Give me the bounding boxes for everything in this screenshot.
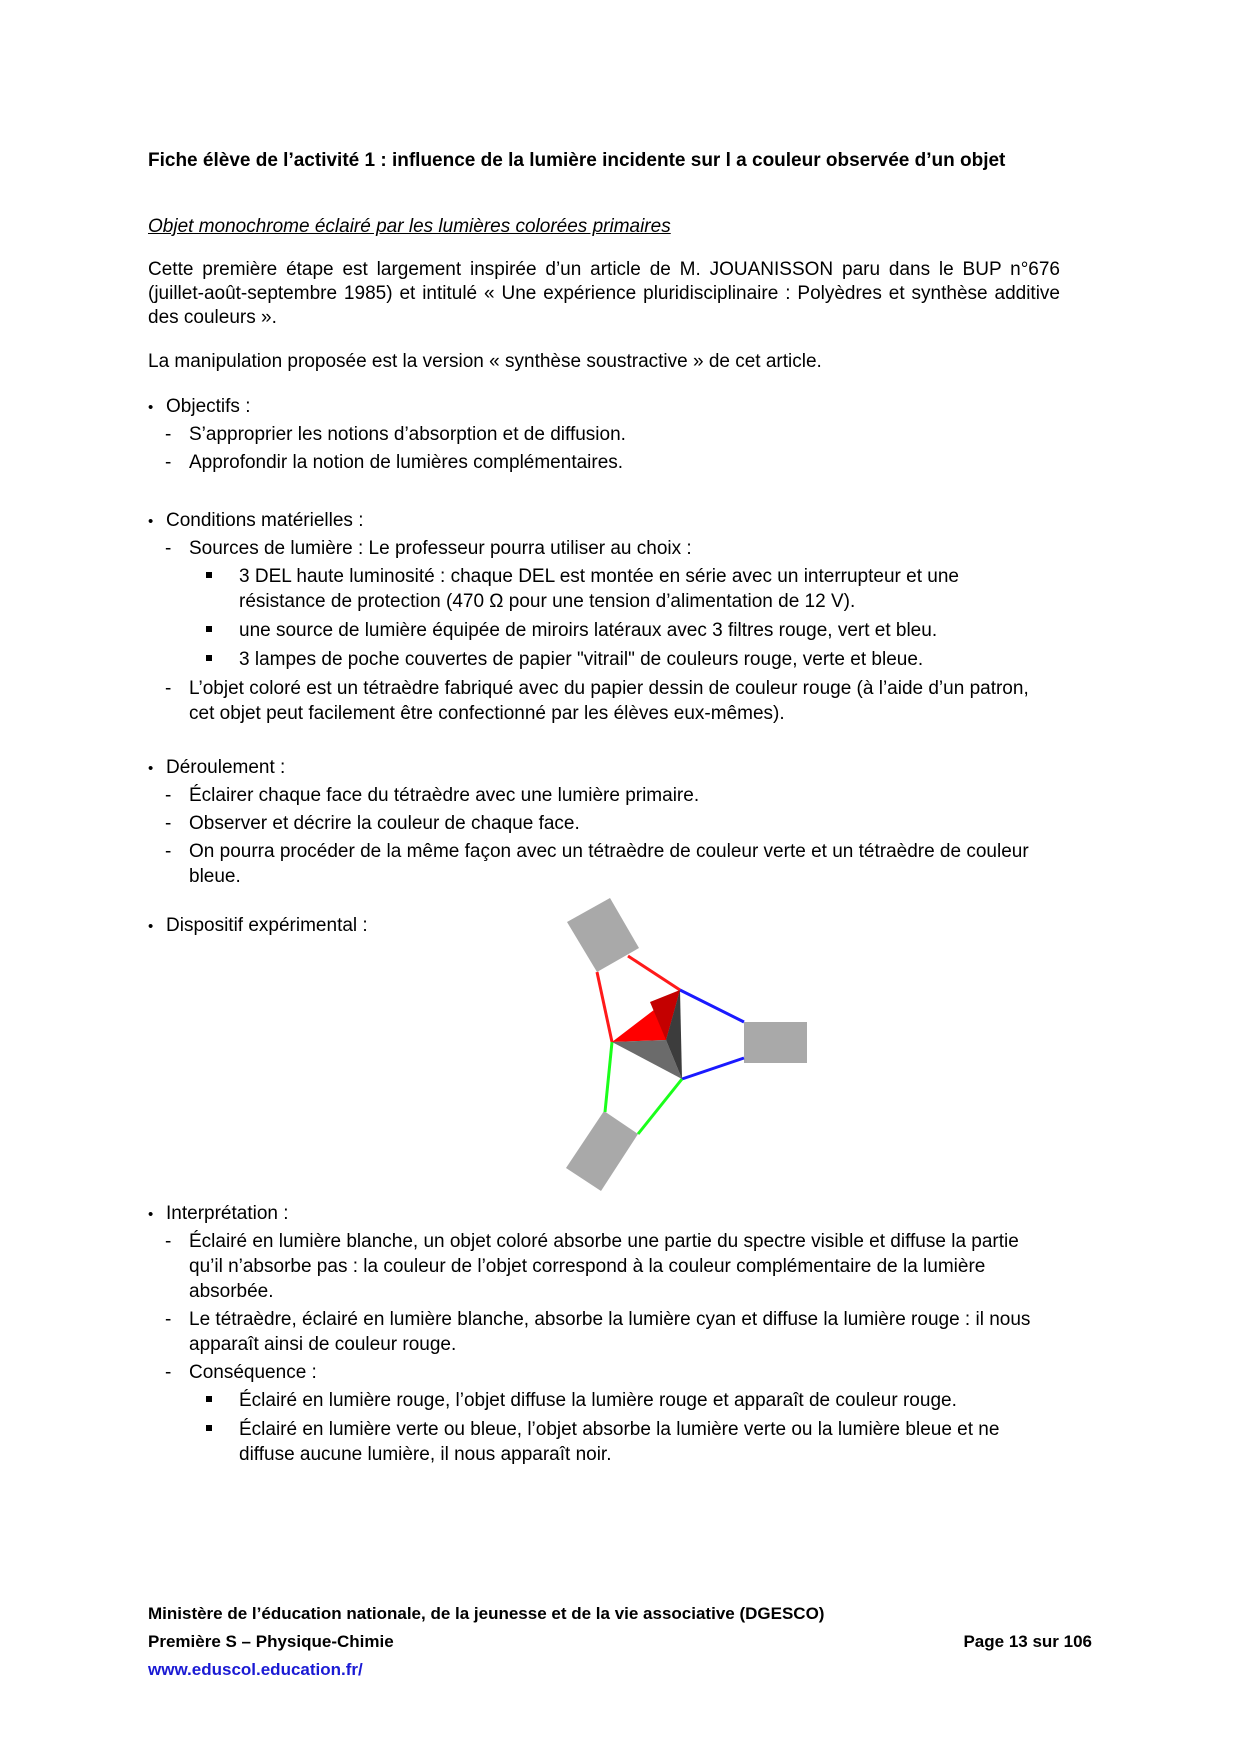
objectifs-section <box>148 394 1045 478</box>
sublist-item: Éclairé en lumière rouge, l’objet diffuse la lumière rouge et apparaît de couleur rouge. <box>189 1388 1015 1413</box>
interpretation-section <box>148 1201 1045 1471</box>
conditions-list <box>148 536 1045 726</box>
list-item: - Le tétraèdre, éclairé en lumière blanche, absorbe la lumière cyan et diffuse la lumière rouge : il nous apparaît ainsi de couleur rouge. <box>148 1307 1045 1357</box>
list-item: - S’approprier les notions d’absorption et de diffusion. <box>148 422 1045 447</box>
sources-sublist <box>189 564 1045 672</box>
sublist-item: 3 lampes de poche couvertes de papier "vitrail" de couleurs rouge, verte et bleue. <box>189 647 1015 672</box>
green-lamp <box>566 1111 638 1191</box>
red-ray-right <box>628 956 680 990</box>
bullet-icon: • <box>148 399 154 416</box>
list-item: - Éclairer chaque face du tétraèdre avec une lumière primaire. <box>148 783 1045 808</box>
interpretation-list <box>148 1229 1045 1467</box>
list-item <box>148 536 1045 672</box>
section-subtitle: Objet monochrome éclairé par les lumières colorées primaires <box>148 216 671 237</box>
sublist-item: 3 DEL haute luminosité : chaque DEL est montée en série avec un interrupteur et une résistance de protection (470 Ω pour une tension d’alimentation de 12 V). <box>189 564 1015 614</box>
intro-paragraph: Cette première étape est largement inspirée d’un article de M. JOUANISSON paru dans le BUP n°676 (juillet-août-septembre 1985) et intitulé « Une expérience pluridisciplinaire : Polyèdres et synthèse additive des couleurs ». <box>148 259 1060 328</box>
bullet-icon: • <box>148 918 154 935</box>
footer-url-link[interactable]: www.eduscol.education.fr/ <box>148 1660 363 1679</box>
list-item: - Approfondir la notion de lumières complémentaires. <box>148 450 1045 475</box>
list-item: - Observer et décrire la couleur de chaque face. <box>148 811 1045 836</box>
list-item: - L’objet coloré est un tétraèdre fabriqué avec du papier dessin de couleur rouge (à l’aide d’un patron, cet objet peut facilement être confectionné par les élèves eux-mêmes). <box>148 676 1045 726</box>
blue-lamp <box>744 1022 807 1063</box>
footer-course: Première S – Physique-Chimie <box>148 1632 394 1651</box>
activity-title: Fiche élève de l’activité 1 : influence de la lumière incidente sur l a couleur observée d’un objet <box>148 150 1006 171</box>
conditions-heading: Conditions matérielles : <box>166 510 364 531</box>
consequence-label: Conséquence : <box>189 1362 317 1383</box>
list-item: - On pourra procéder de la même façon avec un tétraèdre de couleur verte et un tétraèdre de couleur bleue. <box>148 839 1045 889</box>
list-item <box>148 1360 1045 1467</box>
sublist-item: Éclairé en lumière verte ou bleue, l’objet absorbe la lumière verte ou la lumière bleue et ne diffuse aucune lumière, il nous apparaît noir. <box>189 1417 1015 1467</box>
deroulement-section <box>148 755 1045 892</box>
footer-ministry: Ministère de l’éducation nationale, de la jeunesse et de la vie associative (DGESCO) <box>148 1604 825 1623</box>
red-ray-left <box>597 972 612 1042</box>
objectifs-list <box>148 422 1045 475</box>
interpretation-heading: Interprétation : <box>166 1203 289 1224</box>
deroulement-heading: Déroulement : <box>166 757 286 778</box>
red-lamp <box>567 898 639 972</box>
blue-ray-bottom <box>682 1058 744 1079</box>
page-number: Page 13 sur 106 <box>963 1632 1092 1651</box>
bullet-icon: • <box>148 513 154 530</box>
list-item: - Éclairé en lumière blanche, un objet coloré absorbe une partie du spectre visible et diffuse la partie qu’il n’absorbe pas : la couleur de l’objet correspond à la couleur complémentaire de la lumière absorbée. <box>148 1229 1045 1304</box>
blue-ray-top <box>680 990 744 1022</box>
blue-light-rays <box>680 990 744 1079</box>
bullet-icon: • <box>148 1206 154 1223</box>
green-ray-right <box>638 1079 682 1134</box>
footer-course-row <box>148 1632 1092 1652</box>
dispositif-section <box>148 913 368 939</box>
experimental-setup-diagram <box>565 898 827 1198</box>
dispositif-heading: Dispositif expérimental : <box>166 915 368 936</box>
sources-label: Sources de lumière : Le professeur pourra utiliser au choix : <box>189 538 692 559</box>
consequence-sublist <box>189 1388 1045 1467</box>
objectifs-heading: Objectifs : <box>166 396 251 417</box>
green-ray-left <box>605 1042 612 1112</box>
deroulement-list <box>148 783 1045 889</box>
conditions-section <box>148 508 1045 729</box>
bullet-icon: • <box>148 760 154 777</box>
red-tetrahedron <box>612 990 682 1079</box>
intro-paragraph-2: La manipulation proposée est la version « synthèse soustractive » de cet article. <box>148 351 822 372</box>
sublist-item: une source de lumière équipée de miroirs latéraux avec 3 filtres rouge, vert et bleu. <box>189 618 1015 643</box>
